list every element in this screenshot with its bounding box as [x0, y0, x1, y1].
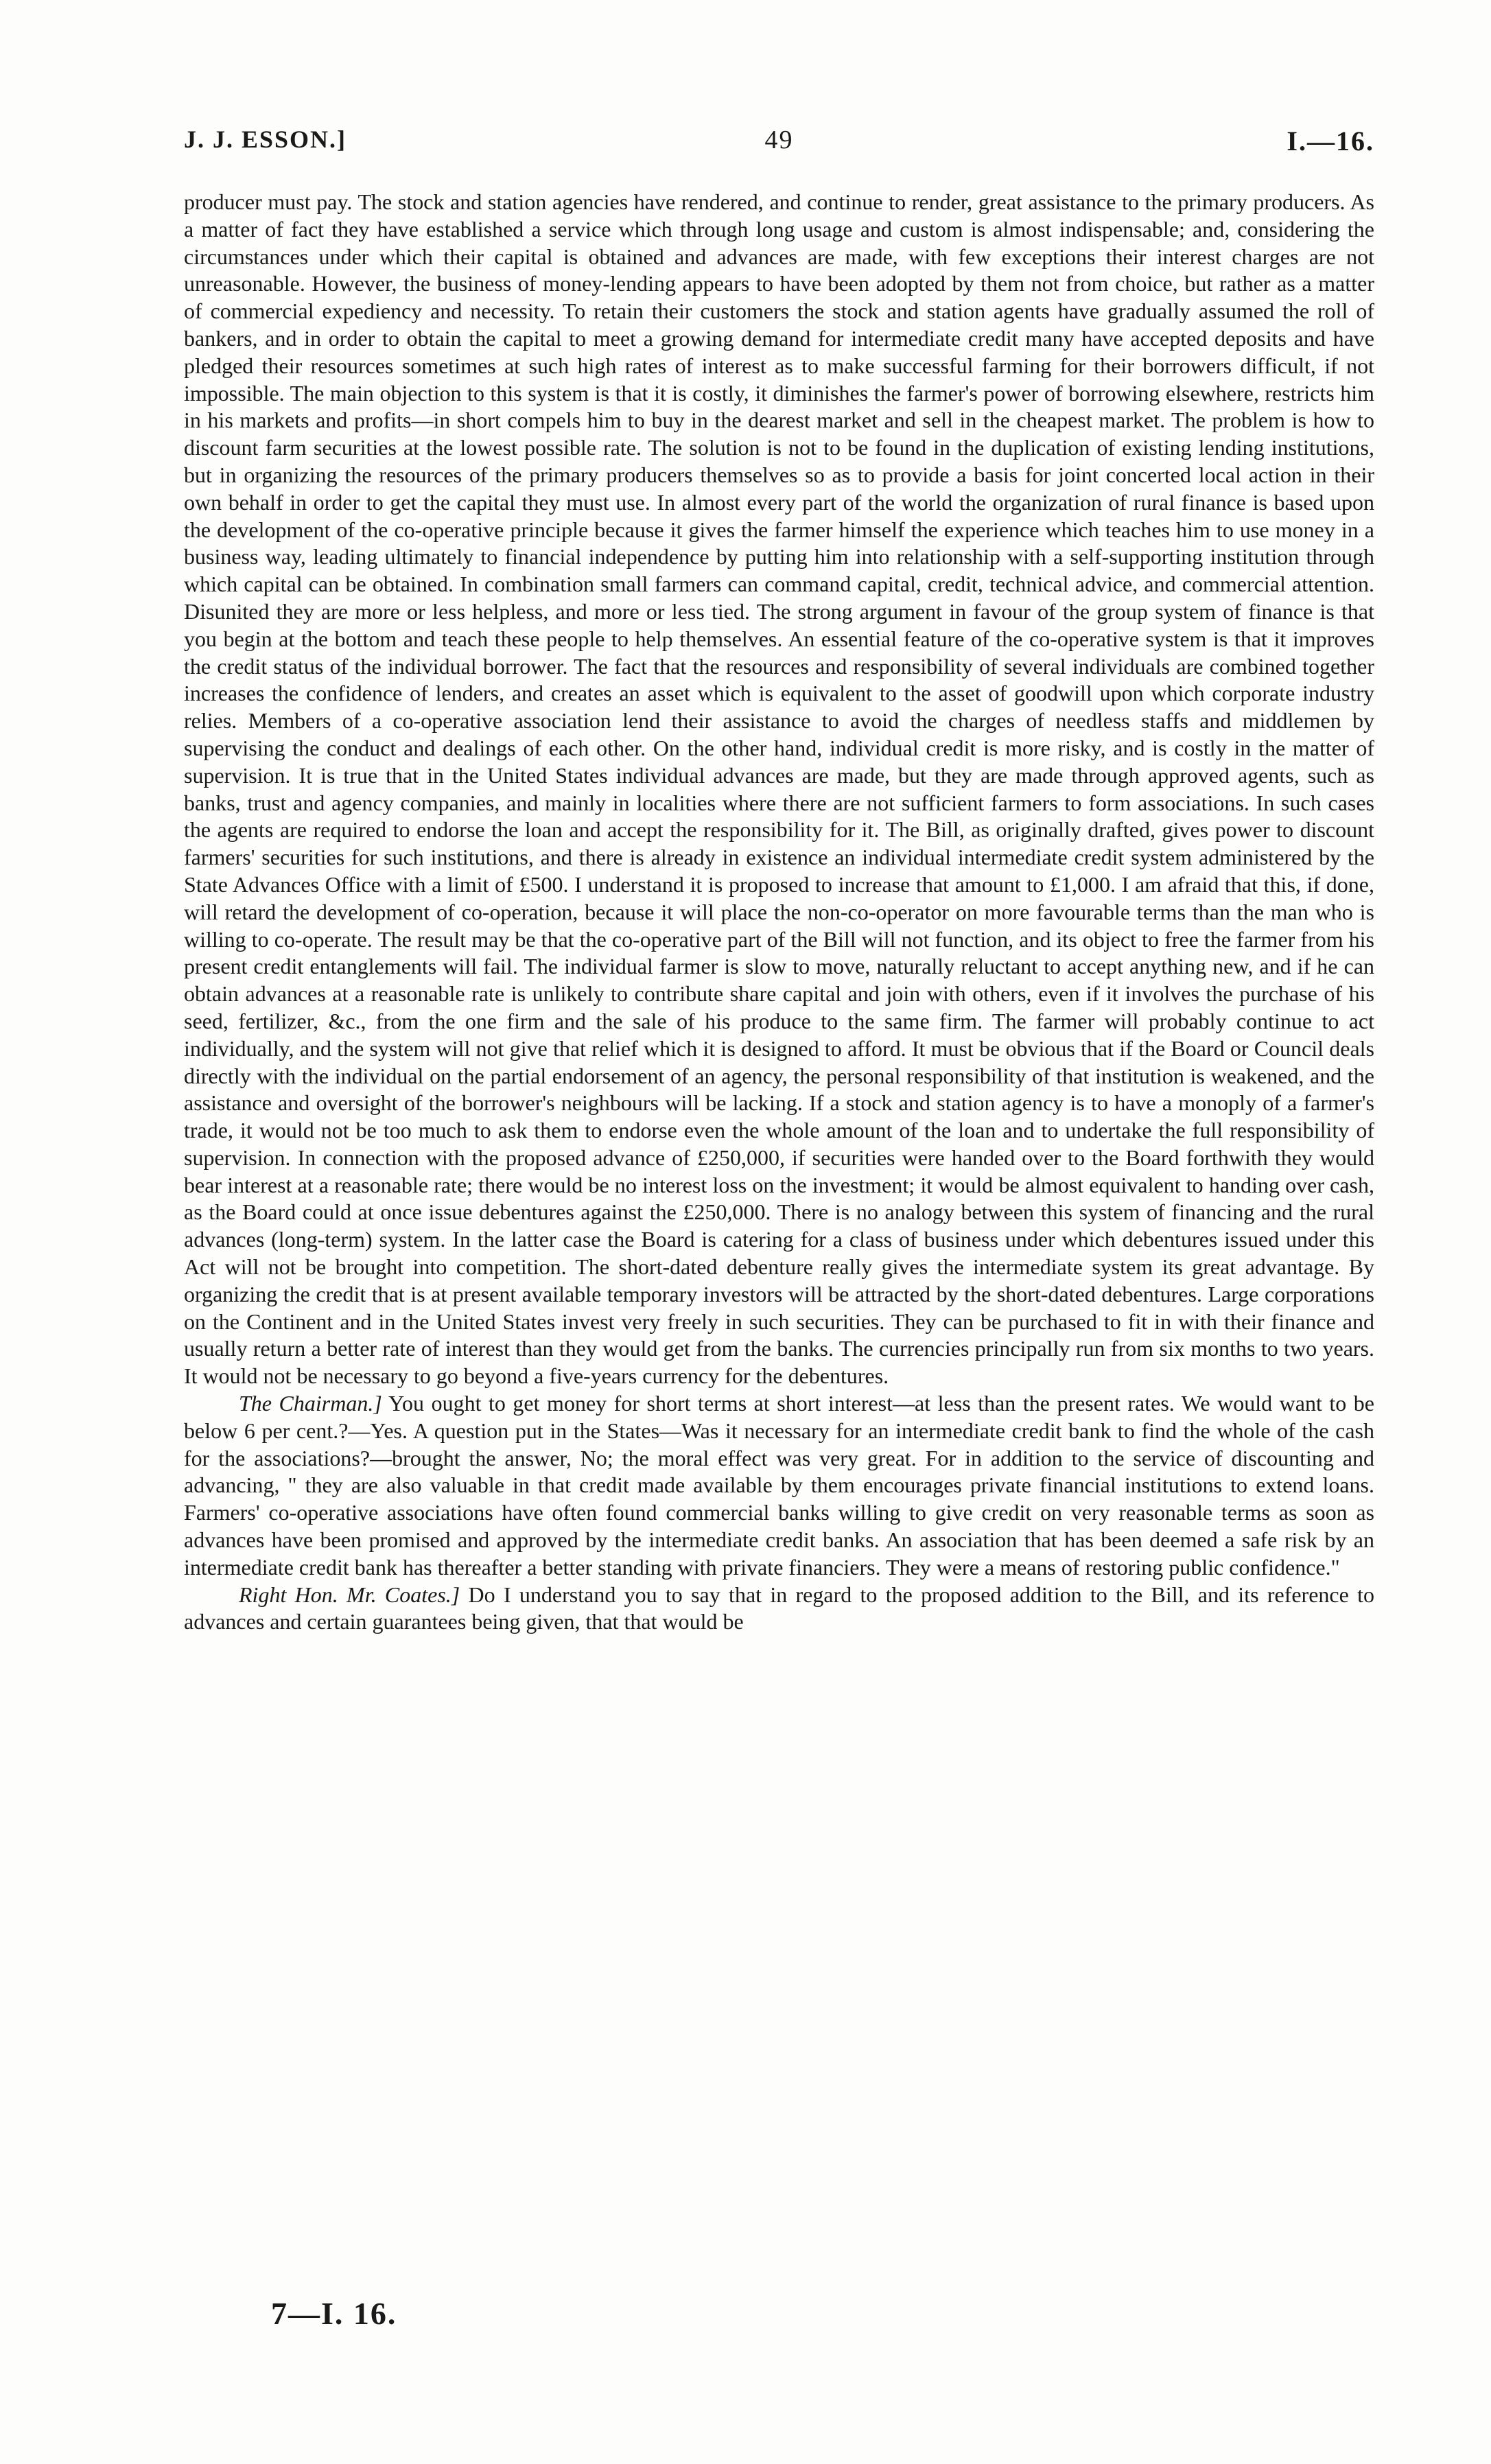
- paragraph-text: producer must pay. The stock and station agencies have rendered, and continue to render, great assistance to the primary producers. As a matter of fact they have established a service which through long usage and custom is almost indispensable; and, considering the circumstances under which their capital is obtained and advances are made, with few exceptions their interest charges are not unreasonable. However, the business of money-lending appears to have been adopted by them not from choice, but rather as a matter of commercial expediency and necessity. To retain their customers the stock and station agents have gradually assumed the roll of bankers, and in order to obtain the capital to meet a growing demand for intermediate credit many have accepted deposits and have pledged their resources sometimes at such high rates of interest as to make successful farming for their borrowers difficult, if not impossible. The main objection to this system is that it is costly, it diminishes the farmer's power of borrowing elsewhere, restricts him in his markets and profits—in short compels him to buy in the dearest market and sell in the cheapest market. The problem is how to discount farm securities at the lowest possible rate. The solution is not to be found in the duplication of existing lending institutions, but in organizing the resources of the primary producers themselves so as to provide a basis for joint concerted local action in their own behalf in order to get the capital they must use. In almost every part of the world the organization of rural finance is based upon the development of the co-operative principle because it gives the farmer himself the experience which teaches him to use money in a business way, leading ultimately to financial independence by putting him into relationship with a self-supporting institution through which capital can be obtained. In combination small farmers can command capital, credit, technical advice, and commercial attention. Disunited they are more or less helpless, and more or less tied. The strong argument in favour of the group system of finance is that you begin at the bottom and teach these people to help themselves. An essential feature of the co-operative system is that it improves the credit status of the individual borrower. The fact that the resources and responsibility of several individuals are combined together increases the confidence of lenders, and creates an asset which is equivalent to the asset of goodwill upon which corporate industry relies. Members of a co-operative association lend their assistance to avoid the charges of needless staffs and middlemen by supervising the conduct and dealings of each other. On the other hand, individual credit is more risky, and is costly in the matter of supervision. It is true that in the United States individual advances are made, but they are made through approved agents, such as banks, trust and agency companies, and mainly in localities where there are not sufficient farmers to form associations. In such cases the agents are required to endorse the loan and accept the responsibility for it. The Bill, as originally drafted, gives power to discount farmers' securities for such institutions, and there is already in existence an individual intermediate credit system administered by the State Advances Office with a limit of £500. I understand it is proposed to increase that amount to £1,000. I am afraid that this, if done, will retard the development of co-operation, because it will place the non-co-operator on more favourable terms than the man who is willing to co-operate. The result may be that the co-operative part of the Bill will not function, and its object to free the farmer from his present credit entanglements will fail. The individual farmer is slow to move, naturally reluctant to accept anything new, and if he can obtain advances at a reasonable rate is unlikely to contribute share capital and join with others, even if it involves the purchase of his seed, fertilizer, &c., from the one firm and the sale of his produce to the same firm. The farmer will probably continue to act individually, and the system will not give that relief which it is designed to afford. It must be obvious that if the Board or Council deals directly with the individual on the partial endorsement of an agency, the personal responsibility of that institution is weakened, and the assistance and oversight of the borrower's neighbours will be lacking. If a stock and station agency is to have a monoply of a farmer's trade, it would not be too much to ask them to endorse even the whole amount of the loan and to undertake the full responsibility of supervision. In connection with the proposed advance of £250,000, if securities were handed over to the Board forthwith they would bear interest at a reasonable rate; there would be no interest loss on the investment; it would be almost equivalent to handing over cash, as the Board could at once issue debentures against the £250,000. There is no analogy between this system of financing and the rural advances (long-term) system. In the latter case the Board is catering for a class of business under which debentures issued under this Act will not be brought into competition. The short-dated debenture really gives the intermediate system its great advantage. By organizing the credit that is at present available temporary investors will be attracted by the short-dated debentures. Large corporations on the Continent and in the United States invest very freely in such securities. They can be purchased to fit in with their finance and usually return a better rate of interest than they would get from the banks. The currencies principally run from six months to two years. It would not be necessary to go beyond a five-years currency for the debentures.: [184, 189, 1374, 1389]
- paragraph: [184, 1390, 1374, 1582]
- paragraph: [184, 189, 1374, 1390]
- paragraph-text: You ought to get money for short terms at short interest—at less than the present rates. We would want to be below 6 per cent.?—Yes. A question put in the States—Was it necessary for an intermediate credit bank to find the whole of the cash for the associations?—brought the answer, No; the moral effect was very great. For in addition to the service of discounting and advancing, " they are also valuable in that credit made available by them encourages private financial institutions to extend loans. Farmers' co-operative associations have often found commercial banks willing to give credit on very reasonable terms as soon as advances have been promised and approved by the intermediate credit banks. An association that has been deemed a safe risk by an intermediate credit bank has thereafter a better standing with private financiers. They were a means of restoring public confidence.": [184, 1391, 1375, 1580]
- witness-name: J. J. ESSON.]: [184, 126, 347, 153]
- speaker-label: The Chairman.]: [239, 1391, 382, 1416]
- page-header: [184, 125, 1374, 166]
- paragraph-text: Do I understand you to say that in regard to the proposed addition to the Bill, and its reference to advances and certain guarantees being given, that that would be: [184, 1582, 1375, 1634]
- speaker-label: Right Hon. Mr. Coates.]: [239, 1582, 460, 1607]
- signature-mark: 7—I. 16.: [271, 2296, 397, 2331]
- paragraph: [184, 1582, 1374, 1636]
- page-number: 49: [764, 126, 794, 154]
- paper-reference: I.—16.: [1287, 126, 1374, 156]
- body-text: [184, 189, 1374, 1636]
